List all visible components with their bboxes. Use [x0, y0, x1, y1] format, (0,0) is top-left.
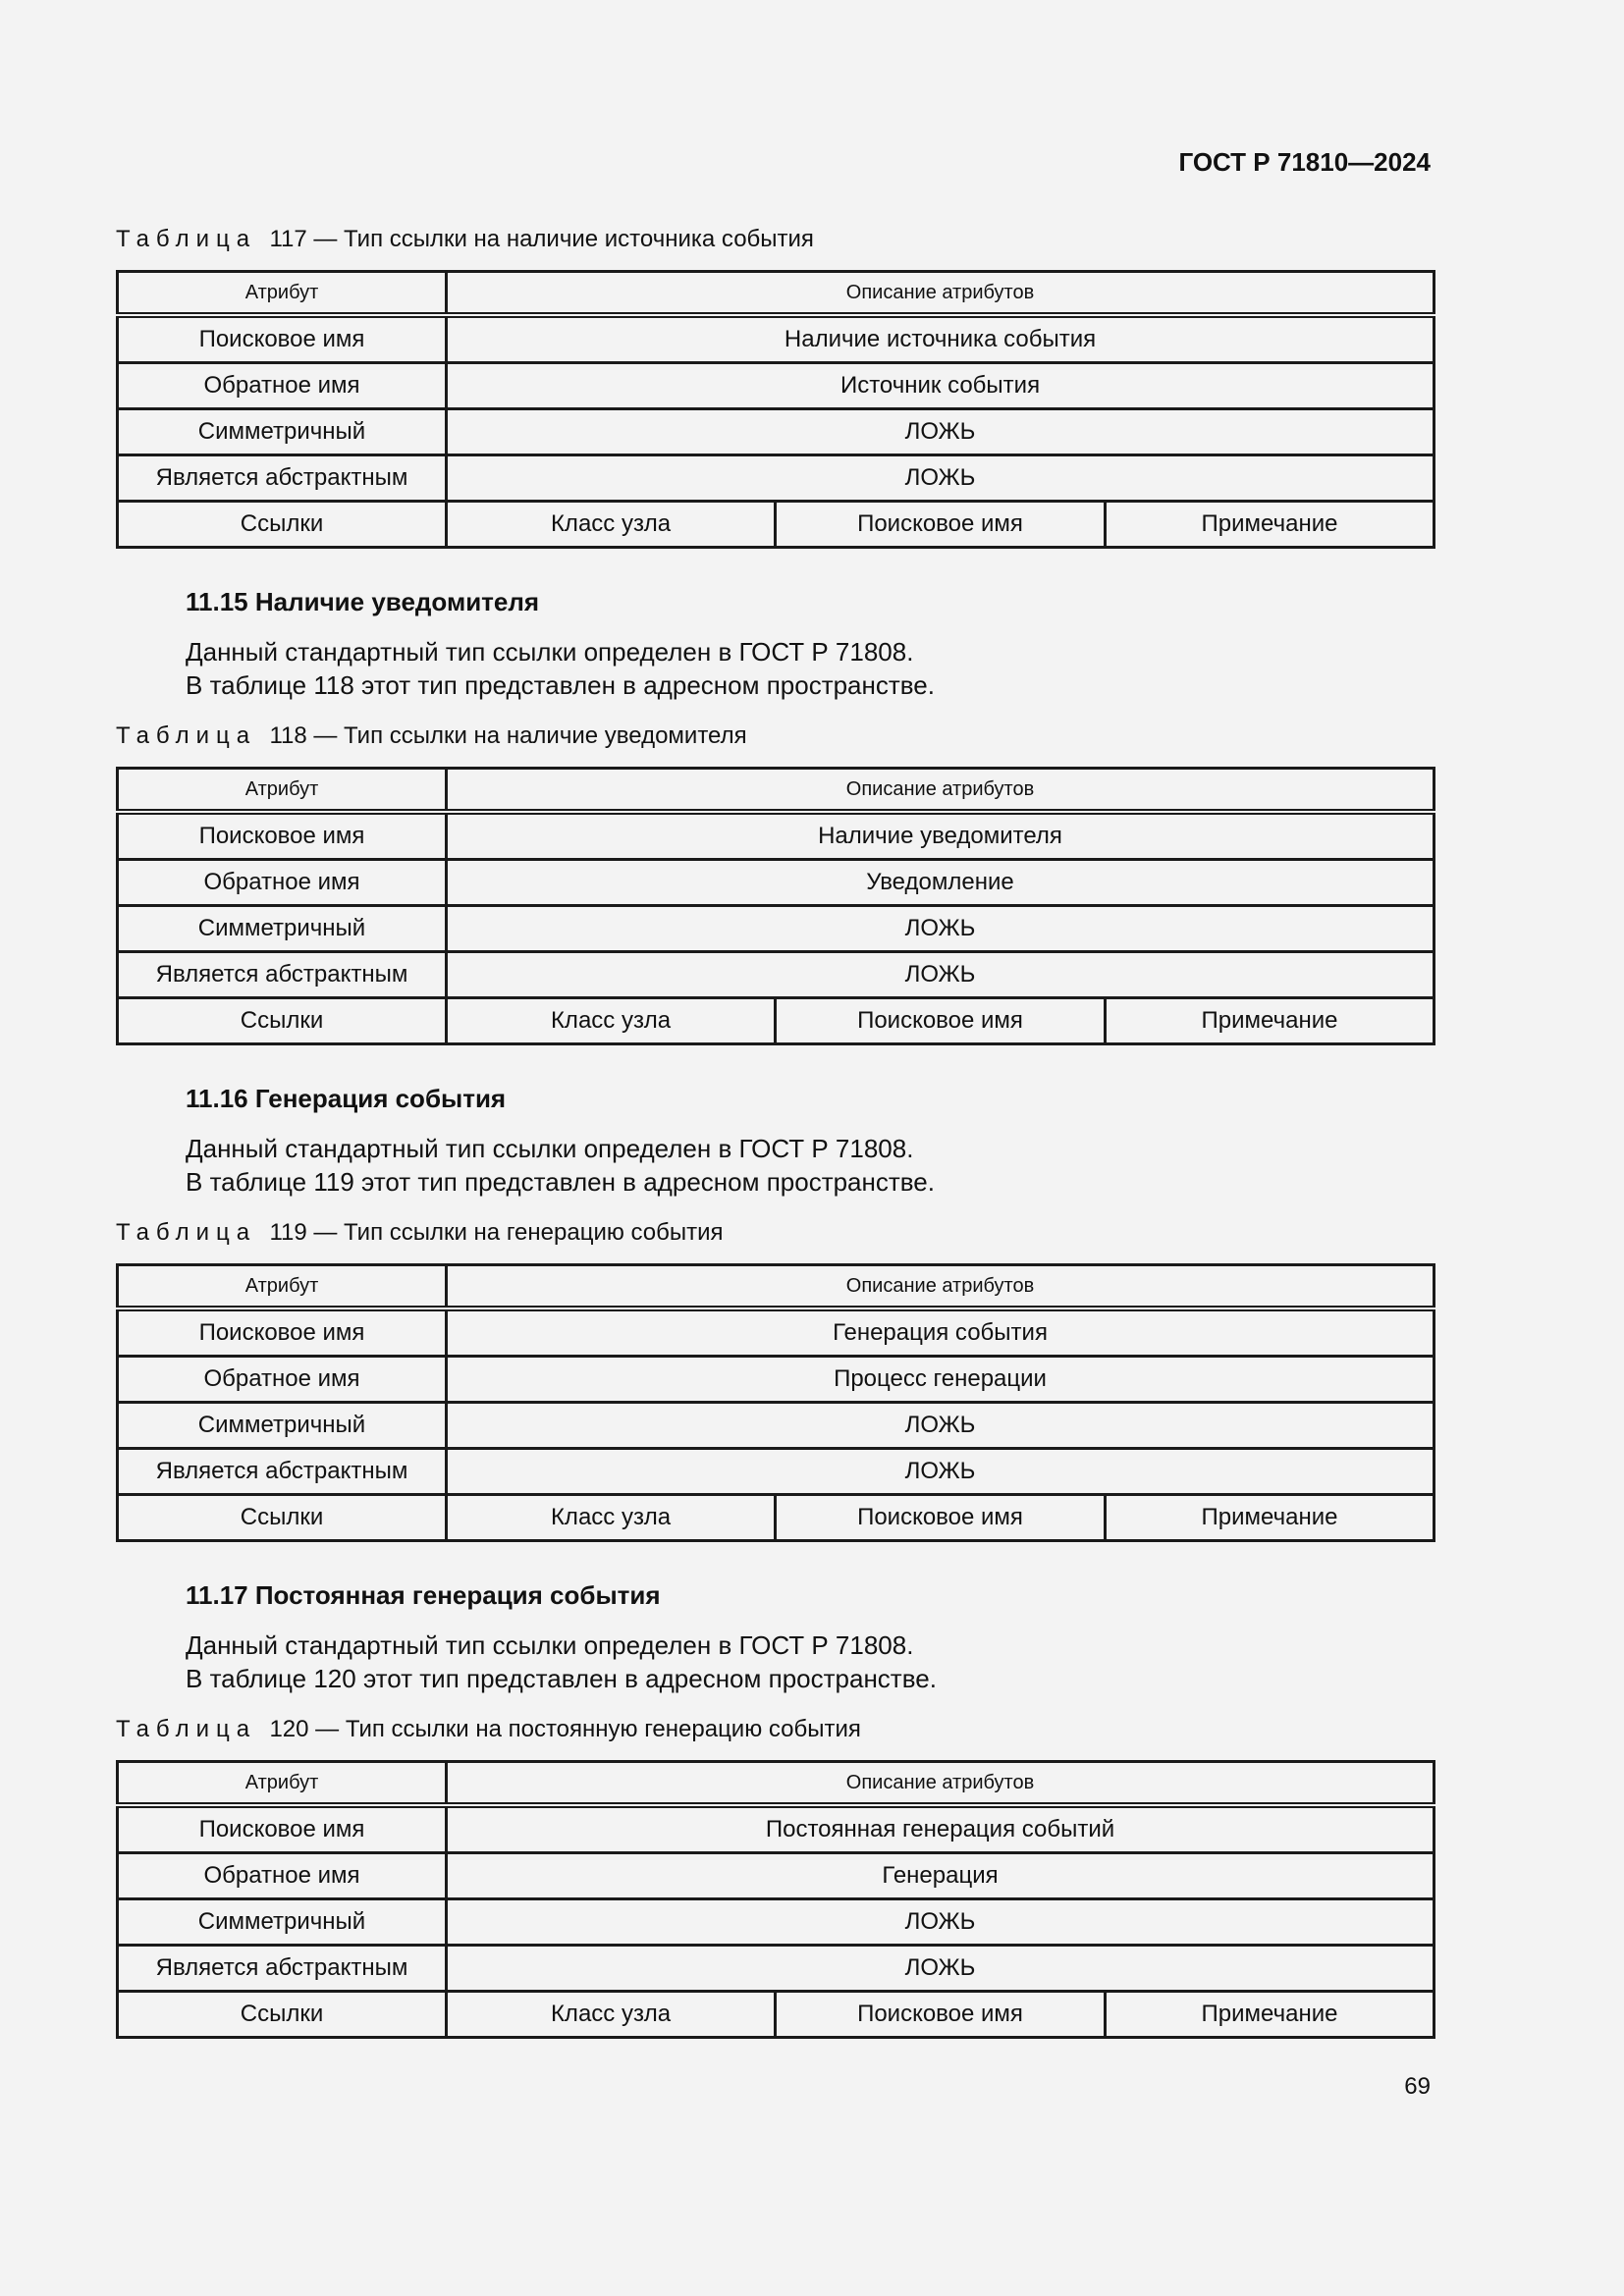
table-row [118, 1357, 1435, 1403]
links-cell: Класс узла [447, 502, 776, 548]
links-cell: Ссылки [118, 998, 447, 1044]
table-header-row [118, 769, 1435, 813]
links-cell: Поисковое имя [776, 998, 1106, 1044]
paragraph-line: Данный стандартный тип ссылки определен в ГОСТ Р 71808. [186, 637, 914, 667]
value-cell: Постоянная генерация событий [447, 1805, 1435, 1853]
table-caption-text: 117 — Тип ссылки на наличие источника события [269, 226, 814, 252]
paragraph-line: Данный стандартный тип ссылки определен в ГОСТ Р 71808. [186, 1630, 914, 1660]
table-row [118, 1899, 1435, 1946]
attribute-cell: Является абстрактным [118, 1449, 447, 1495]
attribute-cell: Поисковое имя [118, 315, 447, 363]
attribute-cell: Является абстрактным [118, 1946, 447, 1992]
value-cell: Генерация [447, 1853, 1435, 1899]
attribute-cell: Симметричный [118, 906, 447, 952]
paragraph-line: В таблице 118 этот тип представлен в адресном пространстве. [186, 670, 935, 700]
table-row [118, 315, 1435, 363]
links-cell: Поисковое имя [776, 502, 1106, 548]
attribute-table [116, 1760, 1435, 2039]
table-row [118, 1805, 1435, 1853]
links-cell: Класс узла [447, 1495, 776, 1541]
header-cell: Описание атрибутов [447, 272, 1435, 316]
table-caption-prefix: Таблица [116, 226, 257, 252]
header-cell: Описание атрибутов [447, 1762, 1435, 1806]
attribute-table [116, 270, 1435, 549]
table-block-120 [116, 1715, 1433, 2039]
paragraph-line: В таблице 119 этот тип представлен в адресном пространстве. [186, 1167, 935, 1197]
value-cell: ЛОЖЬ [447, 906, 1435, 952]
attribute-cell: Симметричный [118, 1899, 447, 1946]
table-block-118 [116, 721, 1433, 1045]
value-cell: ЛОЖЬ [447, 1946, 1435, 1992]
table-row [118, 455, 1435, 502]
links-cell: Класс узла [447, 998, 776, 1044]
table-caption-prefix: Таблица [116, 722, 257, 749]
table-caption [116, 225, 1433, 254]
value-cell: Процесс генерации [447, 1357, 1435, 1403]
table-row [118, 952, 1435, 998]
value-cell: ЛОЖЬ [447, 1449, 1435, 1495]
table-caption-prefix: Таблица [116, 1716, 257, 1742]
table-row [118, 1308, 1435, 1357]
table-row [118, 860, 1435, 906]
attribute-cell: Симметричный [118, 409, 447, 455]
table-row [118, 1853, 1435, 1899]
section-title: 11.16 Генерация события [186, 1084, 507, 1113]
section-paragraph [186, 1629, 937, 1695]
value-cell: ЛОЖЬ [447, 455, 1435, 502]
links-cell: Класс узла [447, 1992, 776, 2038]
header-cell: Атрибут [118, 1762, 447, 1806]
value-cell: ЛОЖЬ [447, 1403, 1435, 1449]
value-cell: ЛОЖЬ [447, 409, 1435, 455]
table-row [118, 1403, 1435, 1449]
links-cell: Ссылки [118, 502, 447, 548]
attribute-cell: Обратное имя [118, 860, 447, 906]
links-cell: Примечание [1106, 502, 1435, 548]
paragraph-line: Данный стандартный тип ссылки определен в ГОСТ Р 71808. [186, 1134, 914, 1163]
links-row [118, 502, 1435, 548]
header-cell: Атрибут [118, 272, 447, 316]
value-cell: Уведомление [447, 860, 1435, 906]
attribute-table [116, 1263, 1435, 1542]
links-cell: Ссылки [118, 1495, 447, 1541]
links-row [118, 1495, 1435, 1541]
links-cell: Примечание [1106, 1495, 1435, 1541]
table-caption-text: 119 — Тип ссылки на генерацию события [269, 1219, 724, 1246]
attribute-cell: Поисковое имя [118, 1308, 447, 1357]
attribute-cell: Является абстрактным [118, 455, 447, 502]
section-title: 11.15 Наличие уведомителя [186, 587, 540, 616]
value-cell: ЛОЖЬ [447, 952, 1435, 998]
table-caption [116, 1715, 1433, 1744]
header-cell: Описание атрибутов [447, 1265, 1435, 1309]
table-caption [116, 721, 1433, 751]
attribute-cell: Симметричный [118, 1403, 447, 1449]
paragraph-line: В таблице 120 этот тип представлен в адресном пространстве. [186, 1664, 937, 1693]
header-cell: Атрибут [118, 1265, 447, 1309]
table-header-row [118, 1762, 1435, 1806]
links-row [118, 1992, 1435, 2038]
attribute-cell: Обратное имя [118, 1357, 447, 1403]
attribute-cell: Поисковое имя [118, 1805, 447, 1853]
value-cell: Генерация события [447, 1308, 1435, 1357]
table-block-119 [116, 1218, 1433, 1542]
value-cell: ЛОЖЬ [447, 1899, 1435, 1946]
table-caption-text: 120 — Тип ссылки на постоянную генерацию события [269, 1716, 861, 1742]
table-caption [116, 1218, 1433, 1248]
attribute-table [116, 767, 1435, 1045]
links-cell: Примечание [1106, 998, 1435, 1044]
table-row [118, 363, 1435, 409]
attribute-cell: Поисковое имя [118, 812, 447, 860]
table-row [118, 409, 1435, 455]
table-row [118, 906, 1435, 952]
section-paragraph [186, 635, 935, 702]
page-number: 69 [1404, 2073, 1431, 2100]
value-cell: Наличие уведомителя [447, 812, 1435, 860]
links-cell: Поисковое имя [776, 1992, 1106, 2038]
table-caption-prefix: Таблица [116, 1219, 257, 1246]
links-row [118, 998, 1435, 1044]
section-title: 11.17 Постоянная генерация события [186, 1580, 661, 1610]
table-caption-text: 118 — Тип ссылки на наличие уведомителя [269, 722, 747, 749]
attribute-cell: Обратное имя [118, 363, 447, 409]
table-row [118, 1946, 1435, 1992]
links-cell: Ссылки [118, 1992, 447, 2038]
header-cell: Описание атрибутов [447, 769, 1435, 813]
header-cell: Атрибут [118, 769, 447, 813]
document-code: ГОСТ Р 71810—2024 [1178, 147, 1431, 177]
table-row [118, 812, 1435, 860]
value-cell: Наличие источника события [447, 315, 1435, 363]
attribute-cell: Обратное имя [118, 1853, 447, 1899]
value-cell: Источник события [447, 363, 1435, 409]
table-header-row [118, 1265, 1435, 1309]
table-header-row [118, 272, 1435, 316]
attribute-cell: Является абстрактным [118, 952, 447, 998]
table-block-117 [116, 225, 1433, 549]
table-row [118, 1449, 1435, 1495]
section-paragraph [186, 1132, 935, 1199]
links-cell: Поисковое имя [776, 1495, 1106, 1541]
links-cell: Примечание [1106, 1992, 1435, 2038]
